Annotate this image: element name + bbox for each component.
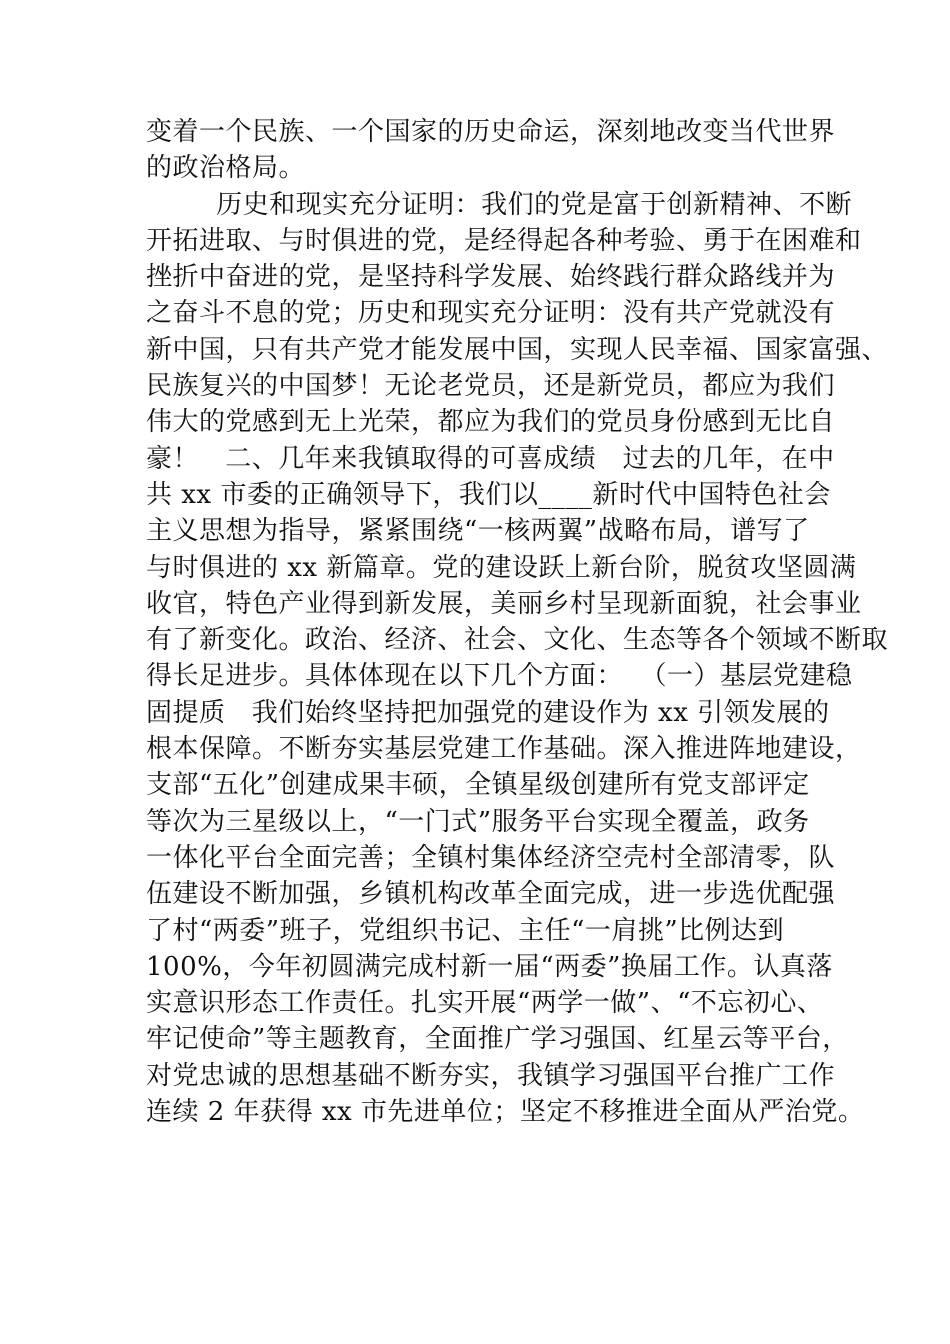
text-line: 与时俱进的 xx 新篇章。党的建设跃上新台阶，脱贫攻坚圆满 xyxy=(146,552,857,583)
text-line: 挫折中奋进的党，是坚持科学发展、始终践行群众路线并为 xyxy=(146,262,836,293)
text-line: 收官，特色产业得到新发展，美丽乡村呈现新面貌，社会事业 xyxy=(146,588,862,619)
text-line: 共 xx 市委的正确领导下，我们以____新时代中国特色社会 xyxy=(146,479,831,510)
text-line: 等次为三星级以上，“一门式”服务平台实现全覆盖，政务 xyxy=(146,806,810,837)
text-line: 伟大的党感到无上光荣，都应为我们的党员身份感到无比自 xyxy=(146,407,836,438)
text-line: 牢记使命”等主题教育，全面推广学习强国、红星云等平台， xyxy=(146,1024,849,1055)
text-line: 了村“两委”班子，党组织书记、主任“一肩挑”比例达到 xyxy=(146,915,785,946)
text-line: 有了新变化。政治、经济、社会、文化、生态等各个领域不断取 xyxy=(146,625,889,656)
text-line: 一体化平台全面完善；全镇村集体经济空壳村全部清零，队 xyxy=(146,842,836,873)
text-line: 实意识形态工作责任。扎实开展“两学一做”、“不忘初心、 xyxy=(146,988,824,1019)
text-line: 得长足进步。具体体现在以下几个方面： （一）基层党建稳 xyxy=(146,661,853,692)
text-line: 开拓进取、与时俱进的党，是经得起各种考验、勇于在困难和 xyxy=(146,225,862,256)
text-line: 100%，今年初圆满完成村新一届“两委”换届工作。认真落 xyxy=(146,951,833,982)
text-line: 伍建设不断加强，乡镇机构改革全面完成，进一步选优配强 xyxy=(146,879,836,910)
text-line: 的政治格局。 xyxy=(146,153,306,184)
text-line: 豪！ 二、几年来我镇取得的可喜成绩 过去的几年，在中 xyxy=(146,443,835,474)
text-line: 新中国，只有共产党才能发展中国，实现人民幸福、国家富强、 xyxy=(146,334,889,365)
text-line: 历史和现实充分证明：我们的党是富于创新精神、不断 xyxy=(146,189,853,220)
body-text xyxy=(146,114,889,1130)
text-line: 支部“五化”创建成果丰硕，全镇星级创建所有党支部评定 xyxy=(146,770,810,801)
text-line: 民族复兴的中国梦！无论老党员，还是新党员，都应为我们 xyxy=(146,371,836,402)
text-line: 对党忠诚的思想基础不断夯实，我镇学习强国平台推广工作 xyxy=(146,1060,836,1091)
text-line: 连续 2 年获得 xx 市先进单位；坚定不移推进全面从严治党。 xyxy=(146,1097,865,1128)
text-line: 根本保障。不断夯实基层党建工作基础。深入推进阵地建设， xyxy=(146,734,862,765)
text-line: 固提质 我们始终坚持把加强党的建设作为 xx 引领发展的 xyxy=(146,697,830,728)
text-line: 之奋斗不息的党；历史和现实充分证明：没有共产党就没有 xyxy=(146,298,836,329)
text-line: 变着一个民族、一个国家的历史命运，深刻地改变当代世界 xyxy=(146,117,836,147)
text-line: 主义思想为指导，紧紧围绕“一核两翼”战略布局，谱写了 xyxy=(146,516,810,547)
